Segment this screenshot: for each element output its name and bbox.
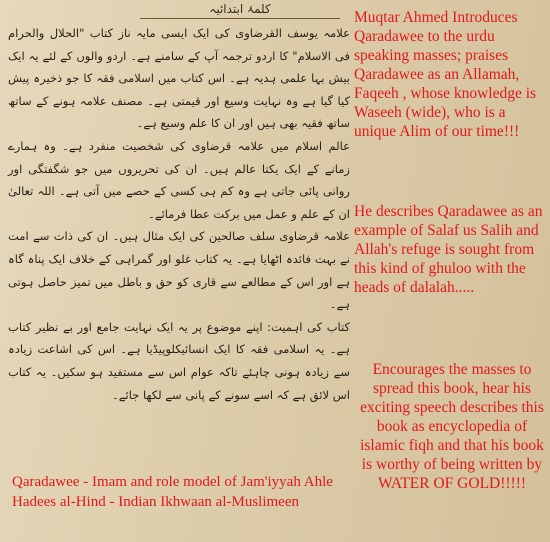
urdu-paragraph: علامہ قرضاوی سلف صالحین کی ایک مثال ہیں۔ ان کی ذات سے امت نے بہت فائدہ اٹھایا ہے۔ یہ کتاب غلو اور گمراہی کے خلاف ایک پناہ گاہ ہے اور اس کے مطالعے سے قاری کو حق و باطل میں تمیز حاصل ہوتی ہے۔	[8, 229, 350, 312]
urdu-paragraph: علامہ یوسف القرضاوی کی ایک ایسی مایہ ناز کتاب "الحلال والحرام فی الاسلام" کا اردو ترجمہ آپ کے سامنے ہے۔ اردو والوں کے لئے یہ ایک بیش بہا علمی ہدیہ ہے۔ اس کتاب میں اسلامی فقہ کا جو ذخیرہ پیش کیا گیا ہے وہ نہایت وسیع اور قیمتی ہے۔ مصنف علامہ ہونے کے ساتھ ساتھ فقیہ بھی ہیں اور ان کا علم وسیع ہے۔	[8, 26, 350, 131]
annotation-lower-right: Encourages the masses to spread this book, hear his exciting speech describes this book as encyclopedia of islamic fiqh and that his book is worthy of being written by WATER OF GOLD!!!!!	[360, 361, 544, 492]
urdu-paragraph: عالم اسلام میں علامہ قرضاوی کی شخصیت منفرد ہے۔ وہ ہمارے زمانے کے ایک یکتا عالم ہیں۔ ان کی تحریروں میں جو شگفتگی اور روانی پائی جاتی ہے وہ کم ہی کسی کے حصے میں آتی ہے۔ اللہ تعالیٰ ان کے علم و عمل میں برکت عطا فرمائے۔	[8, 138, 350, 221]
annotation-bottom-left: Qaradawee - Imam and role model of Jam'iyyah Ahle Hadees al-Hind - Indian Ikhwaan al-Muslimeen	[12, 474, 333, 510]
annotation-top-right: Muqtar Ahmed Introduces Qaradawee to the urdu speaking masses; praises Qaradawee as an Allamah, Faqeeh , whose knowledge is Waseeh (wide), who is a unique Alim of our time!!!	[354, 9, 537, 140]
urdu-paragraph: کتاب کی اہمیت: اپنے موضوع پر یہ ایک نہایت جامع اور بے نظیر کتاب ہے۔ یہ اسلامی فقہ کا ایک انسائیکلوپیڈیا ہے۔ اس کی اشاعت زیادہ سے زیادہ ہونی چاہئے تاکہ عوام اس سے مستفید ہو سکیں۔ یہ کتاب اس لائق ہے کہ اسے سونے کے پانی سے لکھا جائے۔	[8, 319, 350, 402]
page-heading: کلمۂ ابتدائیہ	[140, 2, 340, 19]
annotation-middle-right: He describes Qaradawee as an example of Salaf us Salih and Allah's refuge is sought from this kind of ghuloo with the heads of dalalah.....	[354, 203, 543, 296]
urdu-text-block	[8, 22, 350, 406]
